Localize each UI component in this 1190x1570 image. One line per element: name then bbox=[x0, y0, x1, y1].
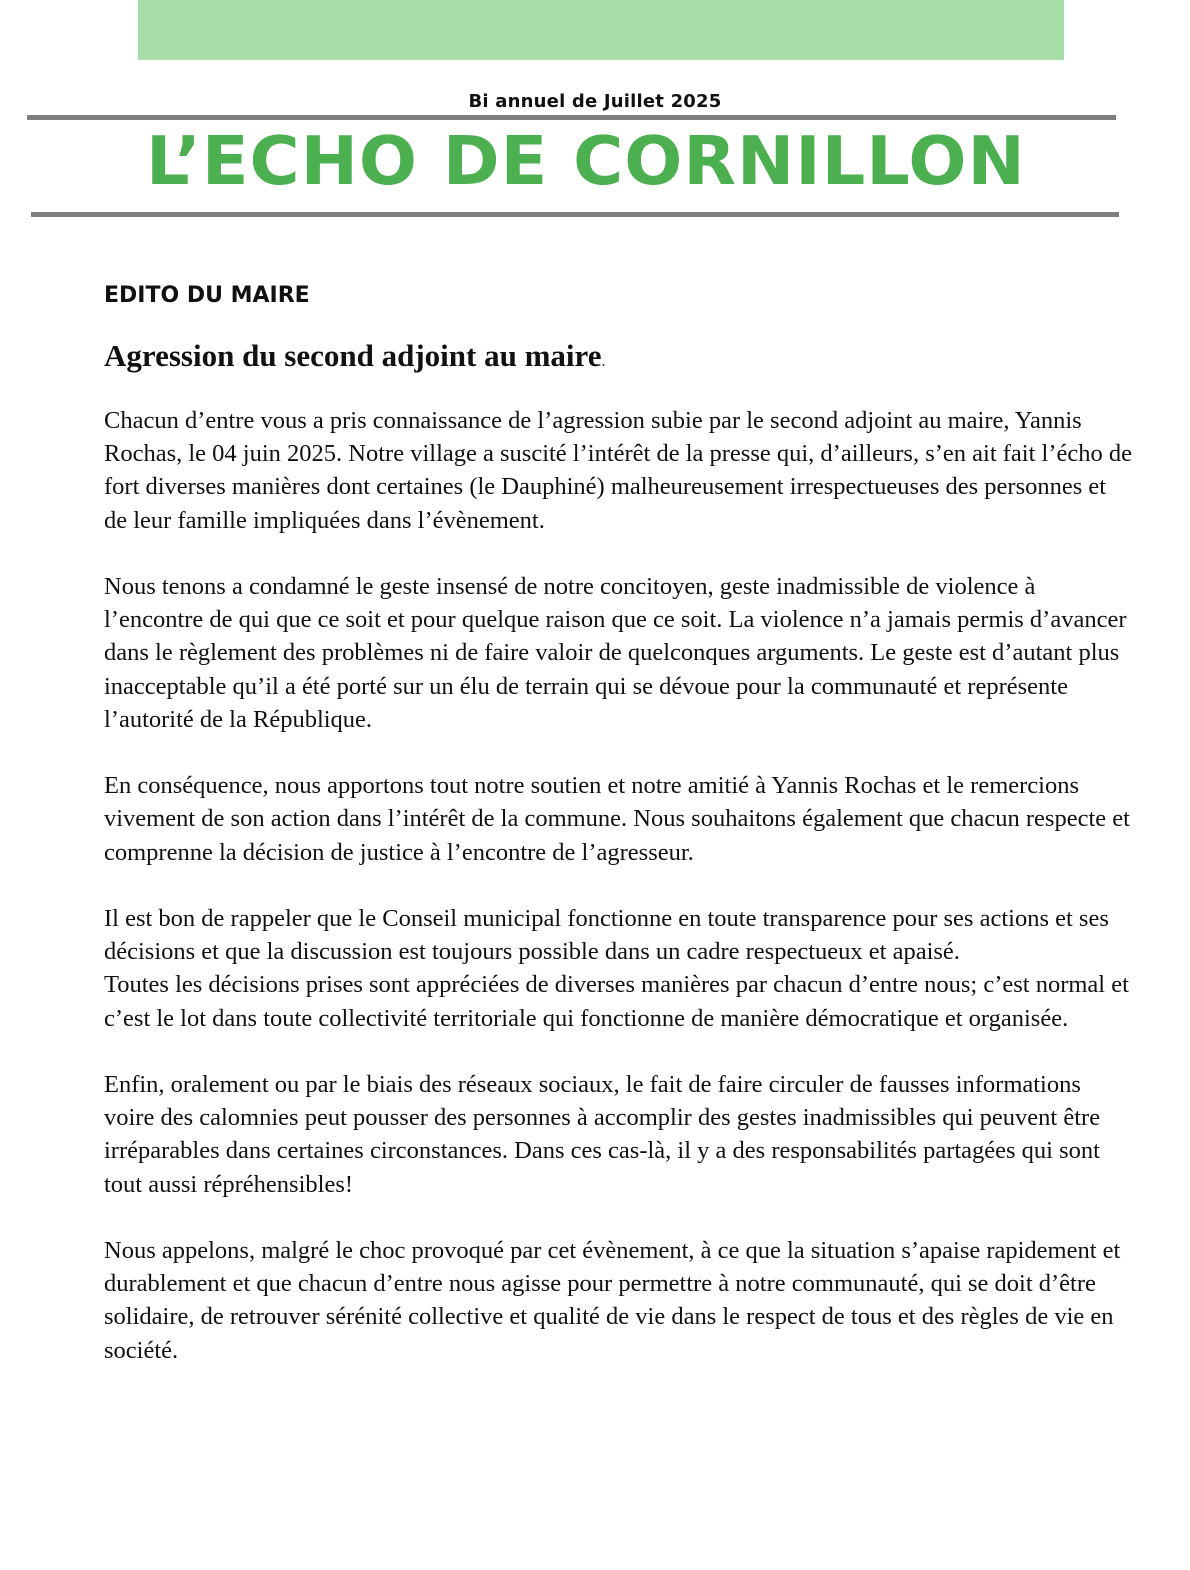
header-rule-top bbox=[27, 115, 1116, 120]
newsletter-title: L’ECHO DE CORNILLON bbox=[146, 122, 1026, 200]
headline-text: Agression du second adjoint au maire bbox=[104, 338, 602, 373]
issue-date: Bi annuel de Juillet 2025 bbox=[468, 91, 722, 112]
paragraph: Chacun d’entre vous a pris connaissance de l’agression subie par le second adjoint au maire, Yannis Rochas, le 04 juin 2025. Notre village a suscité l’intérêt de la presse qui, d’ailleurs, s’en ait fait l’écho de fort diverses manières dont certaines (le Dauphiné) malheureusement irrespectueuses des personnes et de leur famille impliquées dans l’évènement. bbox=[104, 407, 1132, 534]
paragraph: Toutes les décisions prises sont appréciées de diverses manières par chacun d’entre nous; c’est normal et c’est le lot dans toute collectivité territoriale qui fonctionne de manière démocratique et organisée. bbox=[104, 971, 1129, 1032]
header-band bbox=[138, 0, 1064, 60]
paragraph: Enfin, oralement ou par le biais des réseaux sociaux, le fait de faire circuler de fausses informations voire des calomnies peut pousser des personnes à accomplir des gestes inadmissibles qui peuvent être irréparables dans certaines circonstances. Dans ces cas-là, il y a des responsabilités partagées qui sont tout aussi répréhensibles! bbox=[104, 1071, 1101, 1198]
article-body bbox=[104, 404, 1134, 1400]
header-rule-bottom bbox=[31, 212, 1119, 217]
paragraph: Nous appelons, malgré le choc provoqué par cet évènement, à ce que la situation s’apaise rapidement et durablement et que chacun d’entre nous agisse pour permettre à notre communauté, qui se doit d’être solidaire, de retrouver sérénité collective et qualité de vie dans le respect de tous et des règles de vie en société. bbox=[104, 1237, 1121, 1364]
headline-period: . bbox=[601, 353, 606, 370]
paragraph: Il est bon de rappeler que le Conseil municipal fonctionne en toute transparence pour ses actions et ses décisions et que la discussion est toujours possible dans un cadre respectueux et apaisé. bbox=[104, 905, 1109, 966]
section-label: EDITO DU MAIRE bbox=[104, 283, 310, 308]
paragraph: En conséquence, nous apportons tout notre soutien et notre amitié à Yannis Rochas et le remercions vivement de son action dans l’intérêt de la commune. Nous souhaitons également que chacun respecte et comprenne la décision de justice à l’encontre de l’agresseur. bbox=[104, 772, 1130, 866]
article-headline bbox=[104, 336, 606, 382]
paragraph: Nous tenons a condamné le geste insensé de notre concitoyen, geste inadmissible de violence à l’encontre de qui que ce soit et pour quelque raison que ce soit. La violence n’a jamais permis d’avancer dans le règlement des problèmes ni de faire valoir de quelconques arguments. Le geste est d’autant plus inacceptable qu’il a été porté sur un élu de terrain qui se dévoue pour la communauté et représente l’autorité de la République. bbox=[104, 573, 1127, 733]
